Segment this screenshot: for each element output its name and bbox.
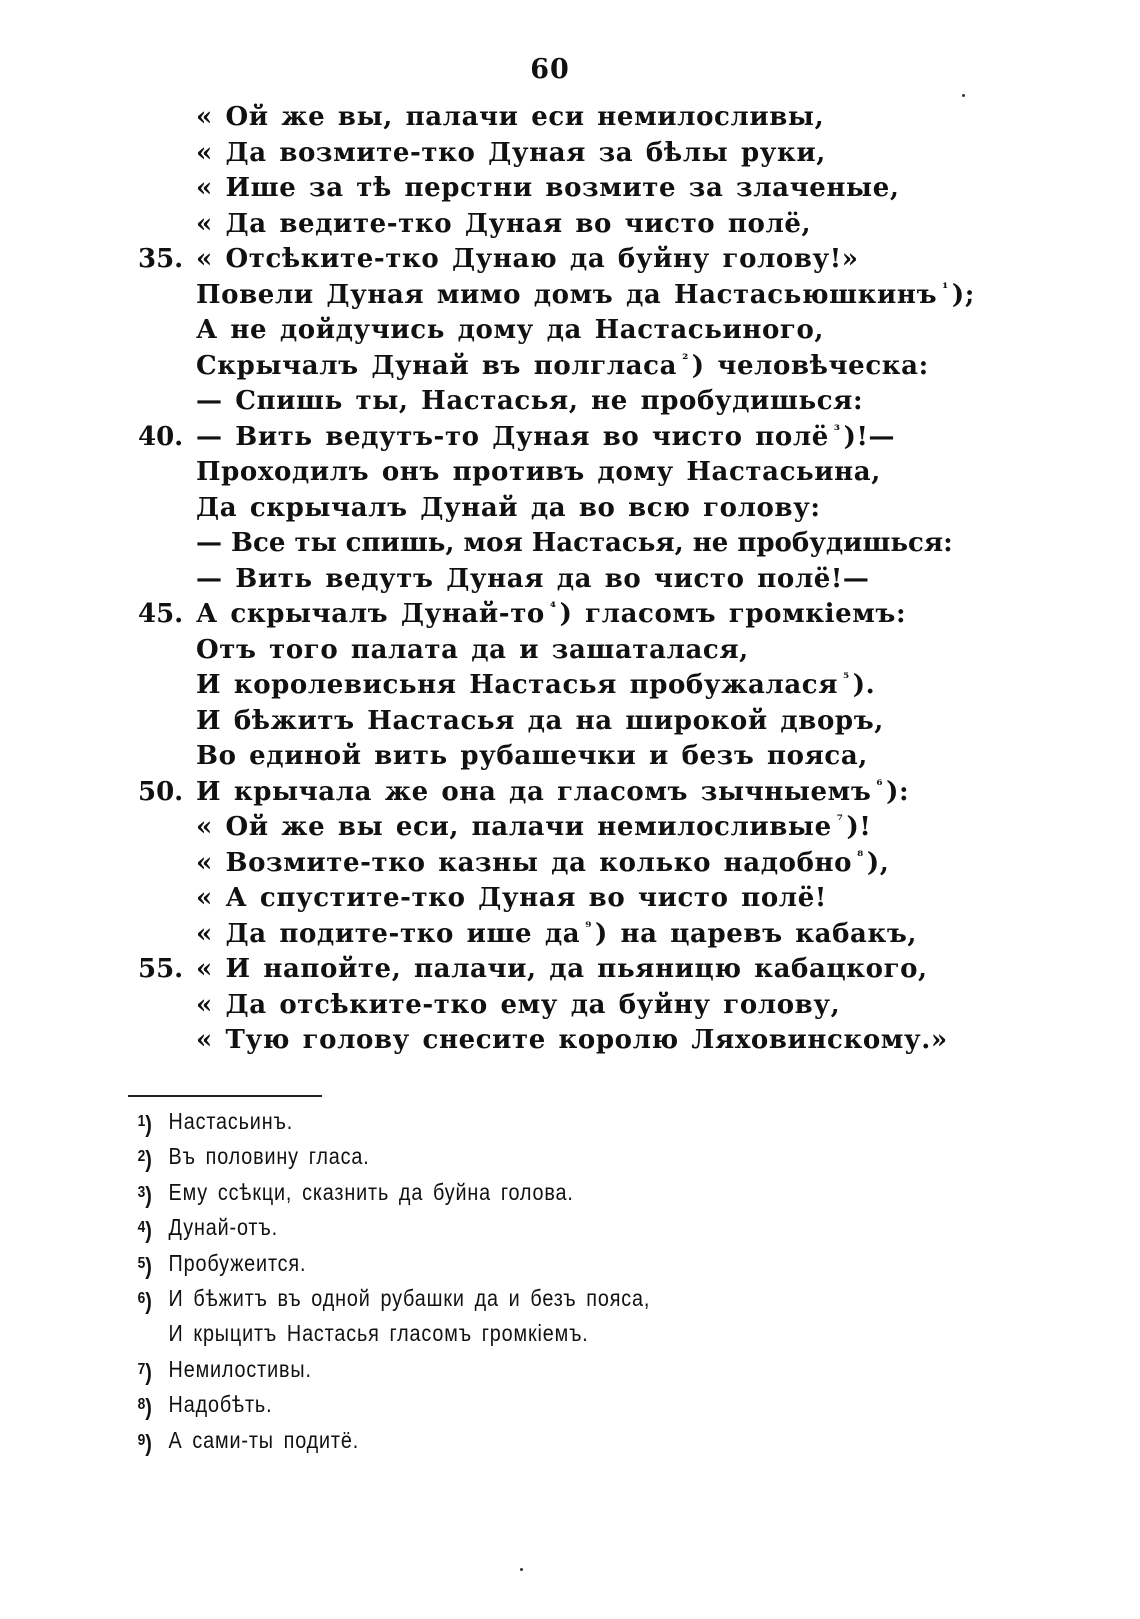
footnote-number: 2 — [137, 1148, 146, 1166]
footnote-reference: ⁵ — [843, 671, 850, 687]
verse-text: — Все ты спишь, моя Настасья, не пробудишься: — [196, 528, 953, 558]
footnote-reference: ⁶ — [876, 777, 884, 794]
verse-line-text — [196, 526, 953, 562]
footnote — [0, 1387, 980, 1422]
verse-line — [0, 349, 1140, 385]
footnote-text: Пробужеится. — [168, 1249, 307, 1276]
verse-line — [0, 1023, 1140, 1059]
verse-line — [0, 988, 1140, 1024]
footnote-paren: ) — [145, 1252, 152, 1279]
verse-line — [0, 491, 1140, 527]
footnote-text: Настасьинъ. — [168, 1108, 294, 1134]
footnote-text: И крыцитъ Настасья гласомъ громкіемъ. — [168, 1320, 589, 1347]
verse-line-text — [196, 136, 826, 172]
footnote-reference: ⁴ — [549, 600, 557, 616]
verse-line — [0, 668, 1140, 704]
footnote — [0, 1281, 980, 1316]
verse-text-after-reference: ); — [951, 279, 975, 310]
verse-line — [0, 810, 1140, 846]
verse-line — [0, 455, 1140, 491]
verse-text: « Да ведите-тко Дуная во чисто полё, — [196, 208, 812, 239]
footnote-text: Надобѣть. — [168, 1391, 273, 1418]
footnote-marker — [138, 1210, 152, 1248]
footnote-reference: ³ — [833, 422, 841, 439]
footnote-text: Немилостивы. — [168, 1355, 312, 1382]
verse-text: « Да возмите-тко Дуная за бѣлы руки, — [196, 137, 826, 168]
verse-line-text — [196, 171, 900, 207]
verse-line-text — [196, 242, 859, 278]
verse-text: Скрычалъ Дунай въ полгласа — [196, 350, 678, 381]
verse-line — [0, 136, 1140, 172]
footnote-text: Ему ссѣкци, сказнить да буйна голова. — [168, 1178, 574, 1205]
verse-text-after-reference: ) на царевъ кабакъ, — [594, 918, 918, 949]
verse-line-text — [196, 917, 917, 953]
footnote-divider — [128, 1095, 322, 1097]
verse-text-after-reference: ). — [852, 670, 876, 700]
footnote-marker — [138, 1352, 152, 1390]
verse-line — [0, 313, 1140, 349]
footnote-marker — [138, 1281, 152, 1319]
verse-line-text — [196, 704, 884, 740]
verse-text-after-reference: )!— — [843, 421, 896, 452]
verse-text-after-reference: ), — [866, 847, 890, 878]
footnote-number: 7 — [137, 1360, 146, 1378]
verse-text: И бѣжитъ Настасья да на широкой дворъ, — [196, 705, 884, 736]
verse-line — [0, 384, 1140, 420]
verse-line-text — [196, 100, 824, 136]
verse-line-text — [196, 952, 928, 988]
verse-line-text — [196, 313, 824, 349]
verse-line — [0, 242, 1140, 278]
verse-line — [0, 526, 1140, 562]
verse-block — [0, 100, 1140, 1059]
line-number: 40. — [138, 421, 184, 452]
verse-line — [0, 775, 1140, 811]
verse-line-text — [196, 597, 906, 633]
footnote-paren: ) — [145, 1181, 152, 1208]
footnote-paren: ) — [145, 1287, 152, 1314]
footnote-reference: ² — [682, 351, 689, 368]
verse-line-text — [196, 278, 975, 314]
verse-line-text — [196, 775, 909, 811]
verse-text: « И напойте, палачи, да пьяницю кабацкого, — [196, 954, 928, 984]
verse-text: « Ише за тѣ перстни возмите за злаченые, — [196, 173, 900, 203]
verse-line — [0, 739, 1140, 775]
footnote-number: 9 — [137, 1431, 146, 1449]
footnote-paren: ) — [145, 1394, 152, 1421]
footnote-number: 4 — [137, 1219, 146, 1237]
line-number: 35. — [138, 244, 184, 274]
verse-line-text — [196, 810, 871, 846]
footnote-paren: ) — [145, 1429, 152, 1456]
footnote-paren: ) — [145, 1111, 152, 1137]
footnote-marker — [138, 1175, 152, 1213]
line-number: 50. — [138, 776, 184, 807]
verse-line-text — [196, 491, 821, 527]
footnote-paren: ) — [145, 1146, 152, 1173]
verse-line — [0, 597, 1140, 633]
verse-line-text — [196, 207, 811, 243]
verse-text: А скрычалъ Дунай-то — [196, 599, 545, 629]
footnote-reference: ⁷ — [836, 813, 844, 829]
footnote-number: 1 — [137, 1113, 146, 1130]
verse-text: Да скрычалъ Дунай да во всю голову: — [196, 492, 821, 523]
verse-line-text — [196, 988, 840, 1024]
verse-line-text — [196, 846, 889, 882]
verse-text: Повели Дуная мимо домъ да Настасьюшкинъ — [196, 279, 938, 310]
verse-line-text — [196, 420, 895, 456]
verse-line-text — [196, 668, 875, 704]
footnote — [0, 1352, 980, 1387]
verse-text: Во единой вить рубашечки и безъ пояса, — [196, 741, 868, 771]
paper-speck — [962, 94, 965, 97]
verse-line — [0, 704, 1140, 740]
verse-text: « Отсѣките-тко Дунаю да буйну голову!» — [196, 244, 859, 274]
footnote-number: 5 — [137, 1254, 146, 1272]
footnote-text: Дунай-отъ. — [168, 1214, 278, 1241]
verse-line-text — [196, 384, 863, 420]
footnote-paren: ) — [145, 1358, 152, 1385]
verse-line — [0, 207, 1140, 243]
footnote — [0, 1139, 980, 1174]
verse-line-text — [196, 349, 929, 385]
footnote-text: А сами-ты подитё. — [168, 1426, 360, 1453]
verse-line-text — [196, 455, 881, 491]
verse-line-text — [196, 562, 870, 598]
footnote-reference: ⁸ — [857, 848, 864, 865]
footnote-number: 6 — [137, 1289, 146, 1307]
line-number: 45. — [138, 599, 184, 629]
verse-text: Отъ того палата да и зашаталася, — [196, 634, 749, 665]
verse-line — [0, 952, 1140, 988]
footnote-marker — [138, 1423, 152, 1461]
verse-text: — Вить ведутъ Дуная да во чисто полё!— — [196, 563, 870, 594]
footnote-marker — [138, 1246, 152, 1284]
verse-text: Проходилъ онъ противъ дому Настасьина, — [196, 457, 881, 487]
verse-text: « Да подите-тко ише да — [196, 918, 581, 949]
verse-text-after-reference: ) гласомъ громкіемъ: — [559, 599, 907, 629]
verse-text: « Ой же вы еси, палачи немилосливые — [196, 812, 832, 842]
verse-line — [0, 171, 1140, 207]
footnote-text: И бѣжитъ въ одной рубашки да и безъ пояса, — [168, 1284, 651, 1311]
verse-line — [0, 633, 1140, 669]
footnote — [0, 1104, 980, 1139]
verse-text: А не дойдучись дому да Настасьиного, — [196, 315, 825, 345]
verse-line — [0, 846, 1140, 882]
verse-text: И крычала же она да гласомъ зычныемъ — [196, 776, 872, 807]
verse-text: « А спустите-тко Дуная во чисто полё! — [196, 883, 827, 913]
verse-text-after-reference: ): — [886, 776, 910, 807]
verse-line-text — [196, 881, 827, 917]
footnote-marker — [138, 1387, 152, 1425]
verse-text: « Возмите-тко казны да колько надобно — [196, 847, 853, 878]
verse-text: — Спишь ты, Настасья, не пробудишься: — [196, 386, 864, 416]
page-number: 60 — [530, 54, 570, 85]
verse-text: « Ой же вы, палачи еси немилосливы, — [196, 102, 825, 132]
verse-line-text — [196, 1023, 948, 1059]
verse-line — [0, 917, 1140, 953]
footnote — [0, 1423, 980, 1458]
footnote — [0, 1246, 980, 1281]
footnote-reference: ¹ — [942, 280, 949, 297]
verse-text-after-reference: )! — [846, 812, 872, 842]
footnote-marker — [138, 1139, 152, 1177]
footnote-number: 3 — [137, 1183, 146, 1201]
footnotes-block — [0, 1104, 1140, 1458]
footnote-marker — [138, 1104, 152, 1142]
verse-text-after-reference: ) человѣческа: — [691, 350, 929, 381]
verse-line — [0, 562, 1140, 598]
footnote — [0, 1210, 980, 1245]
footnote-text: Въ половину гласа. — [168, 1143, 370, 1170]
footnote-paren: ) — [145, 1217, 152, 1244]
paper-speck — [520, 1568, 523, 1571]
verse-text: « Тую голову снесите королю Ляховинскому.» — [196, 1025, 948, 1055]
footnote-reference: ⁹ — [585, 919, 592, 936]
footnote — [0, 1316, 980, 1351]
verse-text: « Да отсѣките-тко ему да буйну голову, — [196, 989, 841, 1020]
footnote — [0, 1175, 980, 1210]
verse-text: И королевисьня Настасья пробужалася — [196, 670, 839, 700]
verse-line-text — [196, 633, 749, 669]
footnote-number: 8 — [137, 1396, 146, 1414]
verse-line — [0, 881, 1140, 917]
verse-text: — Вить ведутъ-то Дуная во чисто полё — [196, 421, 829, 452]
verse-line-text — [196, 739, 868, 775]
verse-line — [0, 100, 1140, 136]
line-number: 55. — [138, 954, 184, 984]
verse-line — [0, 420, 1140, 456]
verse-line — [0, 278, 1140, 314]
